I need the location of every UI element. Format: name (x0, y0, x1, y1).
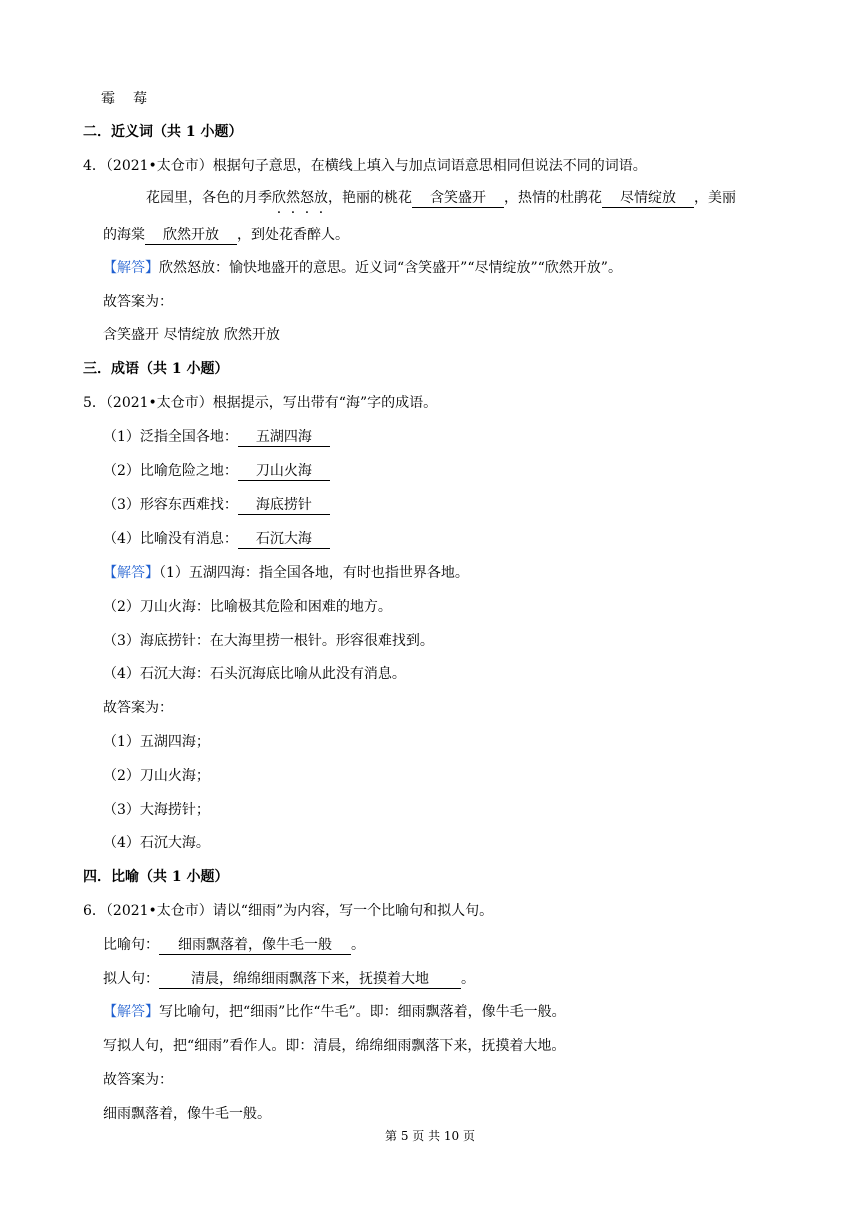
question-6-stem: 6．（2021•太仓市）请以“细雨”为内容，写一个比喻句和拟人句。 (83, 903, 494, 919)
question-5-solution-4: （4）石沉大海：石头沉海底比喻从此没有消息。 (103, 666, 406, 682)
question-6-result: 细雨飘落着，像牛毛一般。 (103, 1106, 271, 1122)
section-heading-synonyms: 二．近义词（共 1 小题） (83, 124, 243, 140)
question-5-result-label: 故答案为： (103, 700, 173, 716)
question-6-simile-line: 比喻句： 细雨飘落着，像牛毛一般 。 (103, 937, 365, 953)
question-4-sentence-line1: 花园里，各色的月季欣然怒放，艳丽的桃花 含笑盛开 ，热情的杜鹃花 尽情绽放 ，美丽 (146, 190, 736, 206)
section-heading-metaphor: 四．比喻（共 1 小题） (83, 869, 229, 885)
section-heading-idioms: 三．成语（共 1 小题） (83, 361, 229, 377)
answer-blank-2: 尽情绽放 (602, 190, 694, 208)
idiom-answer-4: 石沉大海 (238, 531, 330, 549)
question-5-result-4: （4）石沉大海。 (103, 835, 210, 851)
dotted-word: 欣然怒放 (272, 190, 328, 206)
question-4-result: 含笑盛开 尽情绽放 欣然开放 (103, 327, 280, 343)
solution-tag: 【解答】 (103, 565, 159, 581)
question-6-result-label: 故答案为： (103, 1072, 173, 1088)
question-4-stem: 4．（2021•太仓市）根据句子意思，在横线上填入与加点词语意思相同但说法不同的词语。 (83, 158, 647, 174)
question-5-item-3: （3）形容东西难找： 海底捞针 (103, 495, 330, 515)
question-5-item-2: （2）比喻危险之地： 刀山火海 (103, 461, 330, 481)
question-5-item-1: （1）泛指全国各地： 五湖四海 (103, 427, 330, 447)
question-6-personification-line: 拟人句： 清晨，绵绵细雨飘落下来，抚摸着大地 。 (103, 971, 475, 987)
solution-tag: 【解答】 (103, 260, 159, 276)
idiom-answer-1: 五湖四海 (238, 429, 330, 447)
question-4-solution: 【解答】欣然怒放：愉快地盛开的意思。近义词“含笑盛开”“尽情绽放”“欣然开放”。 (103, 260, 622, 276)
answer-blank-1: 含笑盛开 (412, 190, 504, 208)
question-5-solution-1: 【解答】（1）五湖四海：指全国各地，有时也指世界各地。 (103, 565, 469, 581)
question-5-result-3: （3）大海捞针； (103, 802, 210, 818)
idiom-answer-3: 海底捞针 (238, 497, 330, 515)
simile-answer: 细雨飘落着，像牛毛一般 (159, 937, 351, 955)
question-5-solution-2: （2）刀山火海：比喻极其危险和困难的地方。 (103, 599, 392, 615)
question-4-sentence-line2: 的海棠 欣然开放 ，到处花香醉人。 (103, 227, 349, 243)
question-5-item-4: （4）比喻没有消息： 石沉大海 (103, 529, 330, 549)
question-6-solution-1: 【解答】写比喻句，把“细雨”比作“牛毛”。即：细雨飘落着，像牛毛一般。 (103, 1004, 566, 1020)
answer-blank-3: 欣然开放 (145, 227, 237, 245)
question-5-result-1: （1）五湖四海； (103, 734, 210, 750)
question-4-result-label: 故答案为： (103, 294, 173, 310)
personification-answer: 清晨，绵绵细雨飘落下来，抚摸着大地 (159, 971, 461, 989)
solution-tag: 【解答】 (103, 1004, 159, 1020)
idiom-answer-2: 刀山火海 (238, 463, 330, 481)
carryover-line: 霉 莓 (101, 91, 147, 107)
question-5-result-2: （2）刀山火海； (103, 768, 210, 784)
question-5-stem: 5．（2021•太仓市）根据提示，写出带有“海”字的成语。 (83, 395, 438, 411)
page-footer: 第 5 页 共 10 页 (385, 1129, 475, 1143)
question-5-solution-3: （3）海底捞针：在大海里捞一根针。形容很难找到。 (103, 633, 434, 649)
question-6-solution-2: 写拟人句，把“细雨”看作人。即：清晨，绵绵细雨飘落下来，抚摸着大地。 (103, 1038, 566, 1054)
